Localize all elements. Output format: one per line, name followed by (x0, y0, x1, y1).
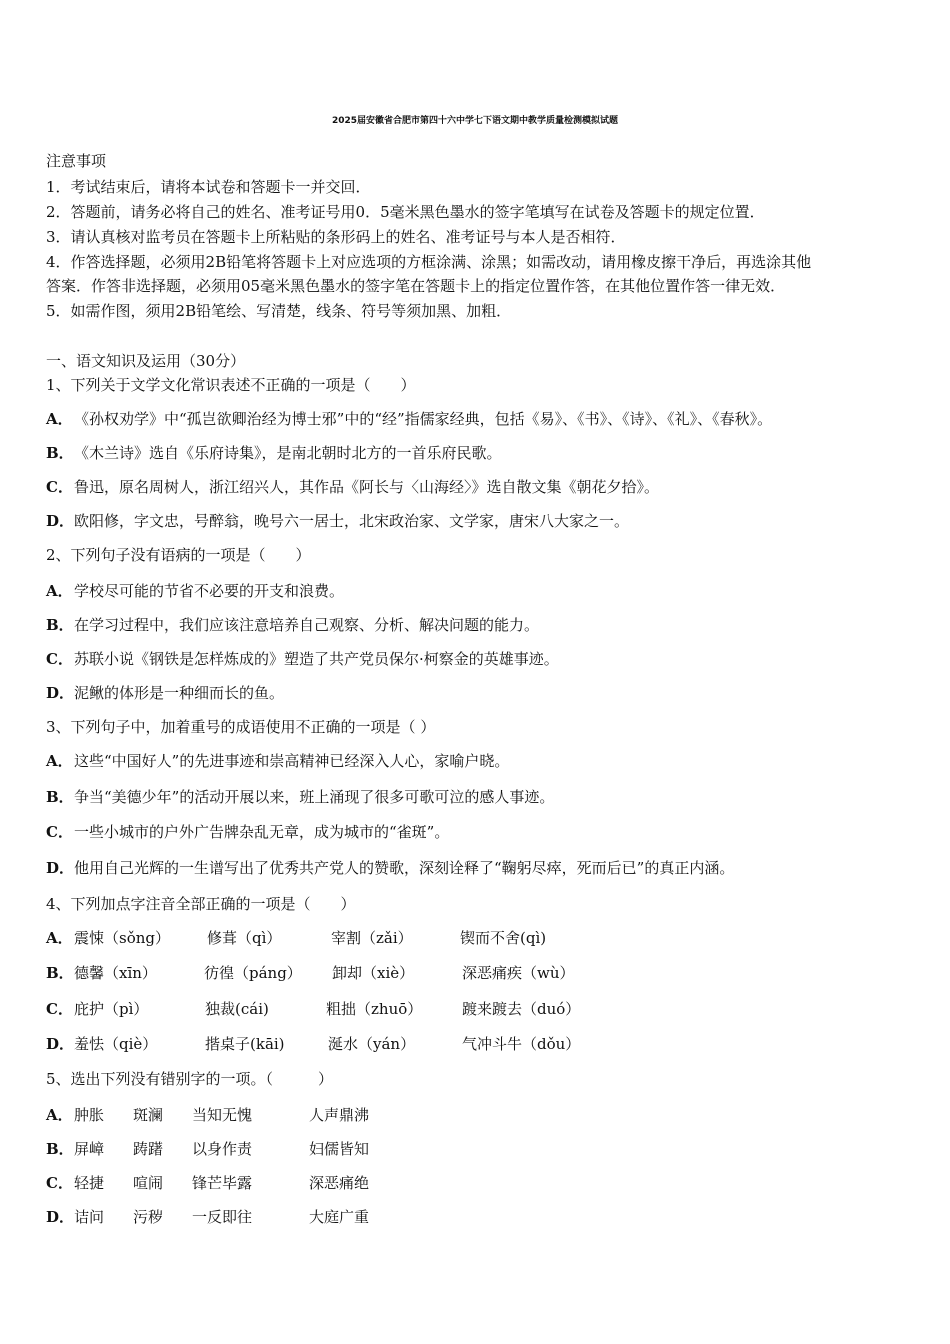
option-letter: D． (46, 512, 75, 530)
option-letter: D． (46, 859, 75, 877)
option-letter: B． (46, 1140, 74, 1158)
pinyin-item: 羞怯（qiè） (74, 1035, 158, 1053)
word-item: 污秽 (133, 1208, 164, 1226)
option-row (46, 751, 509, 771)
option-text: 《孙权劝学》中“孤岂欲卿治经为博士邪”中的“经”指儒家经典，包括《易》、《书》、《诗》、《礼》、《春秋》。 (74, 410, 773, 428)
word-item: 斑澜 (133, 1106, 164, 1124)
question-stem: 2、下列句子没有语病的一项是（ ） (46, 546, 311, 564)
option-letter: A． (46, 929, 73, 947)
word-item: 肿胀 (74, 1106, 105, 1124)
word-item: 人声鼎沸 (309, 1106, 370, 1124)
pinyin-item: 庇护（pì） (74, 1000, 149, 1018)
option-letter: B． (46, 616, 74, 634)
option-letter: D． (46, 1035, 75, 1053)
option-row (46, 822, 449, 842)
section-heading: 一、语文知识及运用（30分） (46, 352, 246, 370)
option-letter: C． (46, 650, 73, 668)
notice-item: 5．如需作图，须用2B铅笔绘、写清楚，线条、符号等须加黑、加粗． (46, 302, 512, 320)
option-text: 泥鳅的体形是一种细而长的鱼。 (74, 684, 285, 702)
option-letter: C． (46, 478, 73, 496)
pinyin-item: 震悚（sǒng） (74, 929, 170, 947)
word-item: 轻捷 (74, 1174, 105, 1192)
question-stem: 1、下列关于文学文化常识表述不正确的一项是（ ） (46, 376, 416, 394)
option-text: 学校尽可能的节省不必要的开支和浪费。 (74, 582, 345, 600)
word-item: 当知无愧 (192, 1106, 253, 1124)
notice-heading: 注意事项 (46, 152, 107, 170)
option-text: 争当“美德少年”的活动开展以来，班上涌现了很多可歌可泣的感人事迹。 (74, 788, 555, 806)
notice-item: 4．作答选择题，必须用2B铅笔将答题卡上对应选项的方框涂满、涂黑；如需改动，请用橡皮擦干净后，再选涂其他 (46, 253, 812, 271)
option-letter: B． (46, 964, 74, 982)
word-item: 大庭广重 (309, 1208, 370, 1226)
option-letter: C． (46, 1000, 73, 1018)
option-row (46, 581, 344, 601)
option-text: 欧阳修，字文忠，号醉翁，晚号六一居士，北宋政治家、文学家，唐宋八大家之一。 (74, 512, 630, 530)
word-item: 深恶痛绝 (309, 1174, 370, 1192)
pinyin-item: 宰割（zǎi） (331, 929, 413, 947)
option-letter: D． (46, 684, 75, 702)
option-letter: A． (46, 1106, 73, 1124)
word-item: 屏嶂 (74, 1140, 105, 1158)
option-letter: A． (46, 582, 73, 600)
notice-item: 1．考试结束后，请将本试卷和答题卡一并交回． (46, 178, 371, 196)
option-text: 在学习过程中，我们应该注意培养自己观察、分析、解决问题的能力。 (74, 616, 540, 634)
option-letter: C． (46, 823, 73, 841)
pinyin-item: 揩桌子(kāi) (205, 1035, 285, 1053)
option-row (46, 443, 502, 463)
question-stem: 5、选出下列没有错别字的一项。（ ） (46, 1070, 334, 1088)
pinyin-item: 涎水（yán） (328, 1035, 416, 1053)
option-text: 《木兰诗》选自《乐府诗集》，是南北朝时北方的一首乐府民歌。 (74, 444, 502, 462)
word-item: 踌躇 (133, 1140, 164, 1158)
word-item: 妇儒皆知 (309, 1140, 370, 1158)
option-letter: C． (46, 1174, 73, 1192)
word-item: 锋芒毕露 (192, 1174, 253, 1192)
notice-item: 答案．作答非选择题，必须用05毫米黑色墨水的签字笔在答题卡上的指定位置作答，在其他位置作答一律无效． (46, 277, 786, 295)
option-text: 一些小城市的户外广告牌杂乱无章，成为城市的“雀斑”。 (74, 823, 450, 841)
pinyin-item: 修葺（qì） (207, 929, 282, 947)
word-item: 以身作责 (192, 1140, 253, 1158)
page-title: 2025届安徽省合肥市第四十六中学七下语文期中教学质量检测模拟试题 (331, 116, 619, 126)
pinyin-item: 彷徨（páng） (204, 964, 302, 982)
pinyin-item: 独裁(cái) (205, 1000, 269, 1018)
pinyin-item: 粗拙（zhuō） (326, 1000, 423, 1018)
option-row (46, 649, 559, 669)
pinyin-item: 锲而不舍(qì) (460, 929, 547, 947)
pinyin-item: 深恶痛疾（wù） (462, 964, 575, 982)
pinyin-item: 踱来踱去（duó） (462, 1000, 581, 1018)
pinyin-item: 德馨（xīn） (74, 964, 157, 982)
notice-item: 2．答题前，请务必将自己的姓名、准考证号用0．5毫米黑色墨水的签字笔填写在试卷及答题卡的规定位置． (46, 203, 765, 221)
option-row (46, 683, 284, 703)
option-row (46, 511, 629, 531)
option-text: 鲁迅，原名周树人，浙江绍兴人，其作品《阿长与〈山海经〉》选自散文集《朝花夕拾》。 (74, 478, 660, 496)
option-letter: A． (46, 752, 73, 770)
option-row (46, 615, 539, 635)
option-text: 他用自己光辉的一生谱写出了优秀共产党人的赞歌，深刻诠释了“鞠躬尽瘁，死而后已”的真正内涵。 (74, 859, 735, 877)
option-letter: D． (46, 1208, 75, 1226)
question-stem: 4、下列加点字注音全部正确的一项是（ ） (46, 895, 356, 913)
option-letter: B． (46, 788, 74, 806)
pinyin-item: 气冲斗牛（dǒu） (462, 1035, 581, 1053)
option-letter: B． (46, 444, 74, 462)
option-row (46, 787, 554, 807)
notice-item: 3．请认真核对监考员在答题卡上所粘贴的条形码上的姓名、准考证号与本人是否相符． (46, 228, 626, 246)
word-item: 诘问 (74, 1208, 105, 1226)
option-text: 苏联小说《钢铁是怎样炼成的》塑造了共产党员保尔·柯察金的英雄事迹。 (74, 650, 559, 668)
option-text: 这些“中国好人”的先进事迹和崇高精神已经深入人心，家喻户晓。 (74, 752, 510, 770)
option-row (46, 409, 772, 429)
word-item: 喧闹 (133, 1174, 164, 1192)
word-item: 一反即往 (192, 1208, 253, 1226)
option-row (46, 477, 659, 497)
pinyin-item: 卸却（xiè） (332, 964, 415, 982)
option-row (46, 858, 734, 878)
question-stem: 3、下列句子中，加着重号的成语使用不正确的一项是（ ） (46, 718, 436, 736)
option-letter: A． (46, 410, 73, 428)
